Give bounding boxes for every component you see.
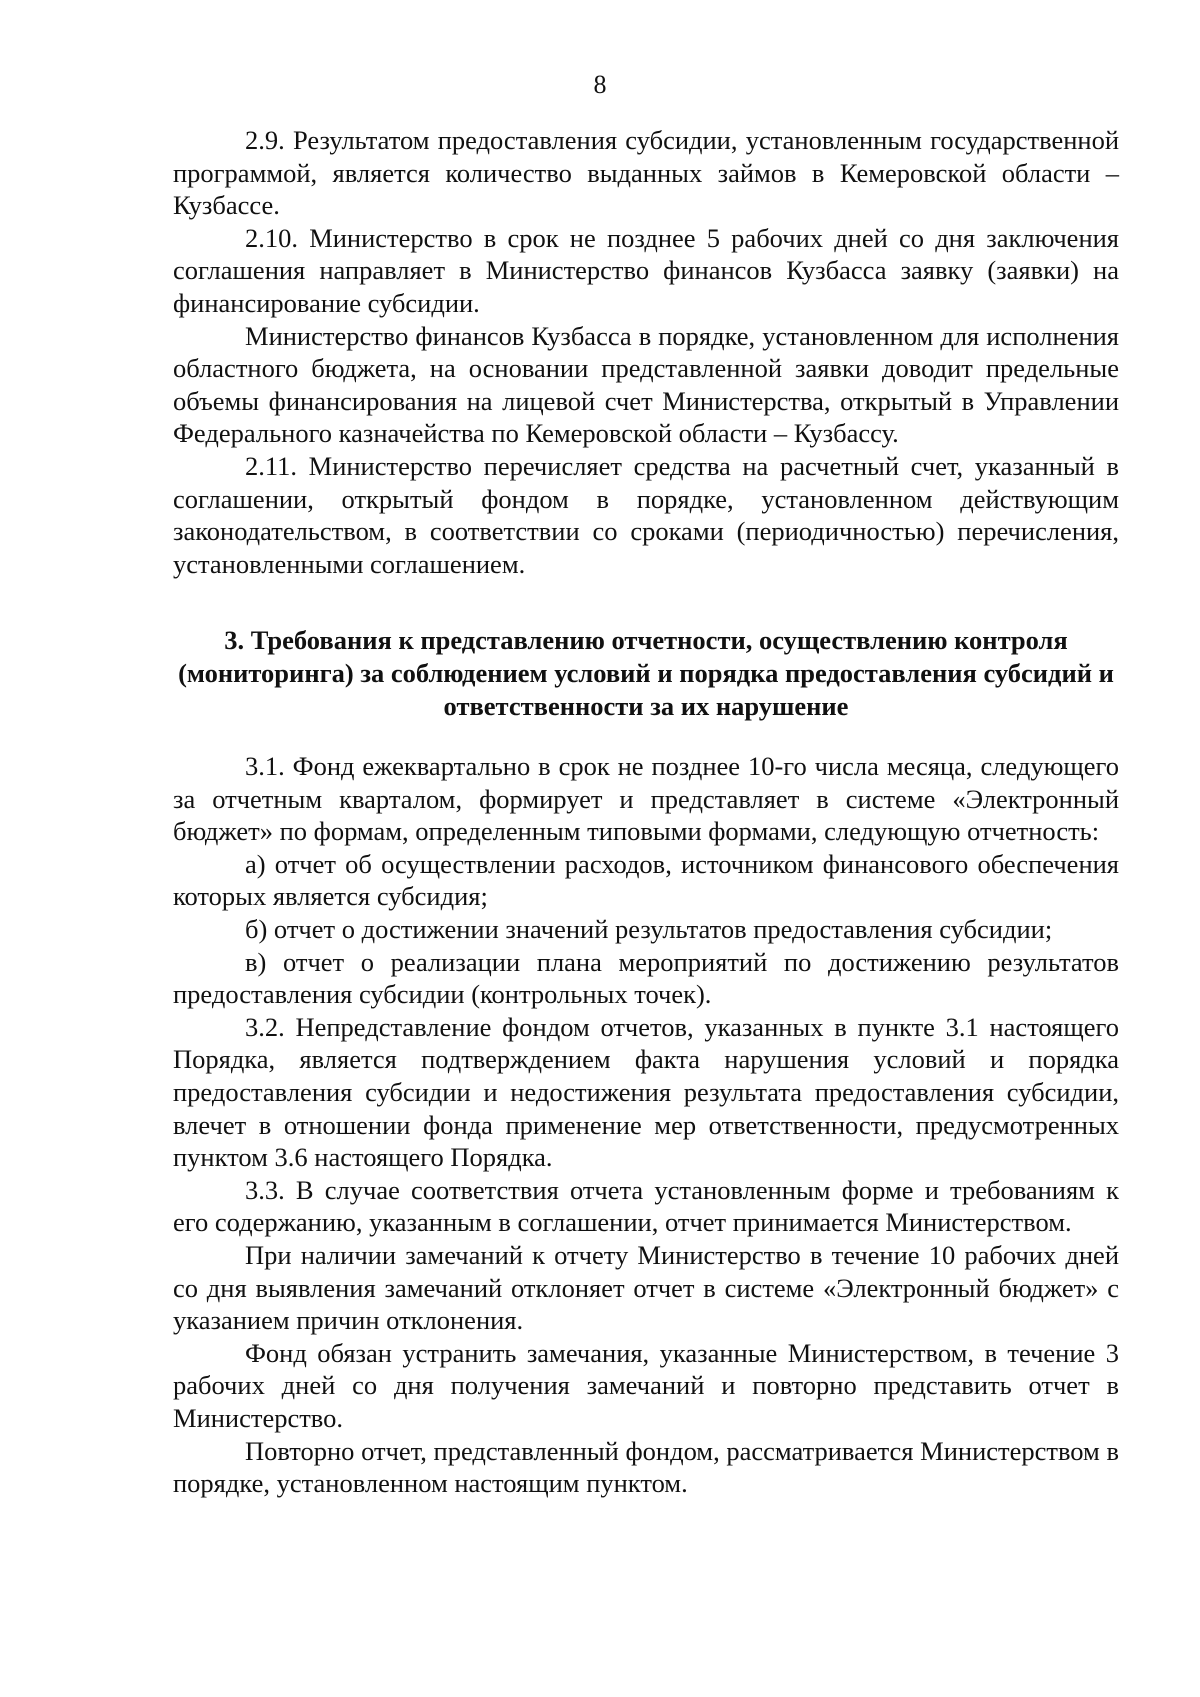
paragraph-3-2: 3.2. Непредставление фондом отчетов, указанных в пункте 3.1 настоящего Порядка, является подтверждением факта нарушения условий и порядка предоставления субсидии и недостижения результата предоставления субсидии, влечет в отношении фонда применение мер ответственности, предусмотренных пунктом 3.6 настоящего Порядка.	[173, 1011, 1119, 1173]
paragraph-2-10: 2.10. Министерство в срок не позднее 5 рабочих дней со дня заключения соглашения направляет в Министерство финансов Кузбасса заявку (заявки) на финансирование субсидии.	[173, 222, 1119, 318]
paragraph-2-9: 2.9. Результатом предоставления субсидии, установленным государственной программой, является количество выданных займов в Кемеровской области – Кузбассе.	[173, 125, 1119, 221]
paragraph-remarks: При наличии замечаний к отчету Министерство в течение 10 рабочих дней со дня выявления замечаний отклоняет отчет в системе «Электронный бюджет» с указанием причин отклонения.	[173, 1240, 1119, 1336]
paragraph-minfin: Министерство финансов Кузбасса в порядке, установленном для исполнения областного бюджета, на основании представленной заявки доводит предельные объемы финансирования на лицевой счет Министерства, открытый в Управлении Федерального казначейства по Кемеровской области – Кузбассу.	[173, 320, 1119, 449]
list-item-b: б) отчет о достижении значений результатов предоставления субсидии;	[245, 914, 1053, 945]
document-body	[173, 124, 1119, 1500]
paragraph-resubmission: Повторно отчет, представленный фондом, рассматривается Министерством в порядке, установленном настоящим пунктом.	[173, 1435, 1119, 1499]
page-number: 8	[593, 70, 607, 99]
paragraph-3-1: 3.1. Фонд ежеквартально в срок не позднее 10-го числа месяца, следующего за отчетным кварталом, формирует и представляет в системе «Электронный бюджет» по формам, определенным типовыми формами, следующую отчетность:	[173, 751, 1119, 847]
list-item-a: а) отчет об осуществлении расходов, источником финансового обеспечения которых является субсидия;	[173, 848, 1119, 912]
paragraph-fund-obligation: Фонд обязан устранить замечания, указанные Министерством, в течение 3 рабочих дней со дня получения замечаний и повторно представить отчет в Министерство.	[173, 1337, 1119, 1433]
paragraph-2-11: 2.11. Министерство перечисляет средства на расчетный счет, указанный в соглашении, открытый фондом в порядке, установленном действующим законодательством, в соответствии со сроками (периодичностью) перечисления, установленными соглашением.	[173, 450, 1119, 579]
list-item-v: в) отчет о реализации плана мероприятий по достижению результатов предоставления субсидии (контрольных точек).	[173, 946, 1119, 1010]
paragraph-3-3: 3.3. В случае соответствия отчета установленным форме и требованиям к его содержанию, указанным в соглашении, отчет принимается Министерством.	[173, 1174, 1119, 1238]
section-3-heading: 3. Требования к представлению отчетности, осуществлению контроля (мониторинга) за соблюдением условий и порядка предоставления субсидий и ответственности за их нарушение	[178, 625, 1114, 721]
